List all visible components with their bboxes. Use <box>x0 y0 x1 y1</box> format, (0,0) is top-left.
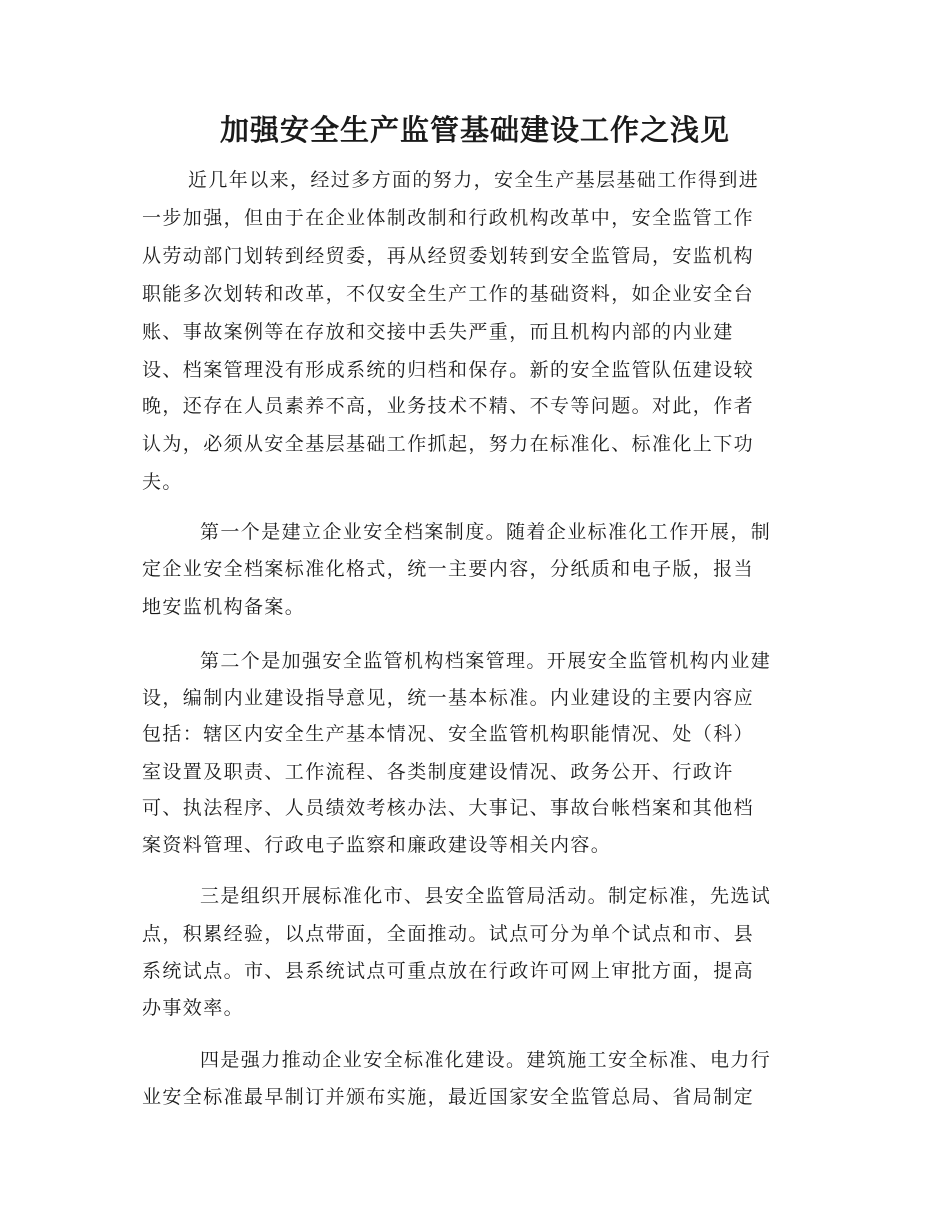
document-title: 加强安全生产监管基础建设工作之浅见 <box>219 113 730 147</box>
paragraph-3-line-2: 设，编制内业建设指导意见，统一基本标准。内业建设的主要内容应 <box>142 687 755 709</box>
paragraph-4-line-3: 系统试点。市、县系统试点可重点放在行政许可网上审批方面，提高 <box>142 960 755 982</box>
paragraph-4-line-2: 点，积累经验，以点带面，全面推动。试点可分为单个试点和市、县 <box>142 923 755 945</box>
paragraph-1-line-9: 夫。 <box>142 471 183 493</box>
paragraph-1-line-8: 认为，必须从安全基层基础工作抓起，努力在标准化、标准化上下功 <box>142 433 755 455</box>
paragraph-1-line-3: 从劳动部门划转到经贸委，再从经贸委划转到安全监管局，安监机构 <box>142 245 755 267</box>
paragraph-1-line-2: 一步加强，但由于在企业体制改制和行政机构改革中，安全监管工作 <box>142 207 755 229</box>
paragraph-1-line-7: 晚，还存在人员素养不高，业务技术不精、不专等问题。对此，作者 <box>142 395 755 417</box>
paragraph-3-line-6: 案资料管理、行政电子监察和廉政建设等相关内容。 <box>142 834 612 856</box>
paragraph-2-line-3: 地安监机构备案。 <box>142 596 306 618</box>
paragraph-5-line-2: 业安全标准最早制订并颁布实施，最近国家安全监管总局、省局制定 <box>142 1086 755 1108</box>
paragraph-1-line-5: 账、事故案例等在存放和交接中丢失严重，而且机构内部的内业建 <box>142 321 734 343</box>
paragraph-2-line-1: 第一个是建立企业安全档案制度。随着企业标准化工作开展，制 <box>200 521 772 543</box>
paragraph-2-line-2: 定企业安全档案标准化格式，统一主要内容，分纸质和电子版，报当 <box>142 558 755 580</box>
paragraph-5-line-1: 四是强力推动企业安全标准化建设。建筑施工安全标准、电力行 <box>200 1049 772 1071</box>
paragraph-1-line-6: 设、档案管理没有形成系统的归档和保存。新的安全监管队伍建设较 <box>142 359 755 381</box>
paragraph-3-line-3: 包括：辖区内安全生产基本情况、安全监管机构职能情况、处（科） <box>142 723 755 745</box>
paragraph-1-line-4: 职能多次划转和改革，不仅安全生产工作的基础资料，如企业安全台 <box>142 283 755 305</box>
paragraph-4-line-4: 办事效率。 <box>142 997 245 1019</box>
paragraph-3-line-4: 室设置及职责、工作流程、各类制度建设情况、政务公开、行政许 <box>142 761 734 783</box>
paragraph-3-line-5: 可、执法程序、人员绩效考核办法、大事记、事故台帐档案和其他档 <box>142 797 755 819</box>
paragraph-4-line-1: 三是组织开展标准化市、县安全监管局活动。制定标准，先选试 <box>200 885 772 907</box>
paragraph-3-line-1: 第二个是加强安全监管机构档案管理。开展安全监管机构内业建 <box>200 650 772 672</box>
paragraph-1-line-1: 近几年以来，经过多方面的努力，安全生产基层基础工作得到进 <box>188 169 760 191</box>
